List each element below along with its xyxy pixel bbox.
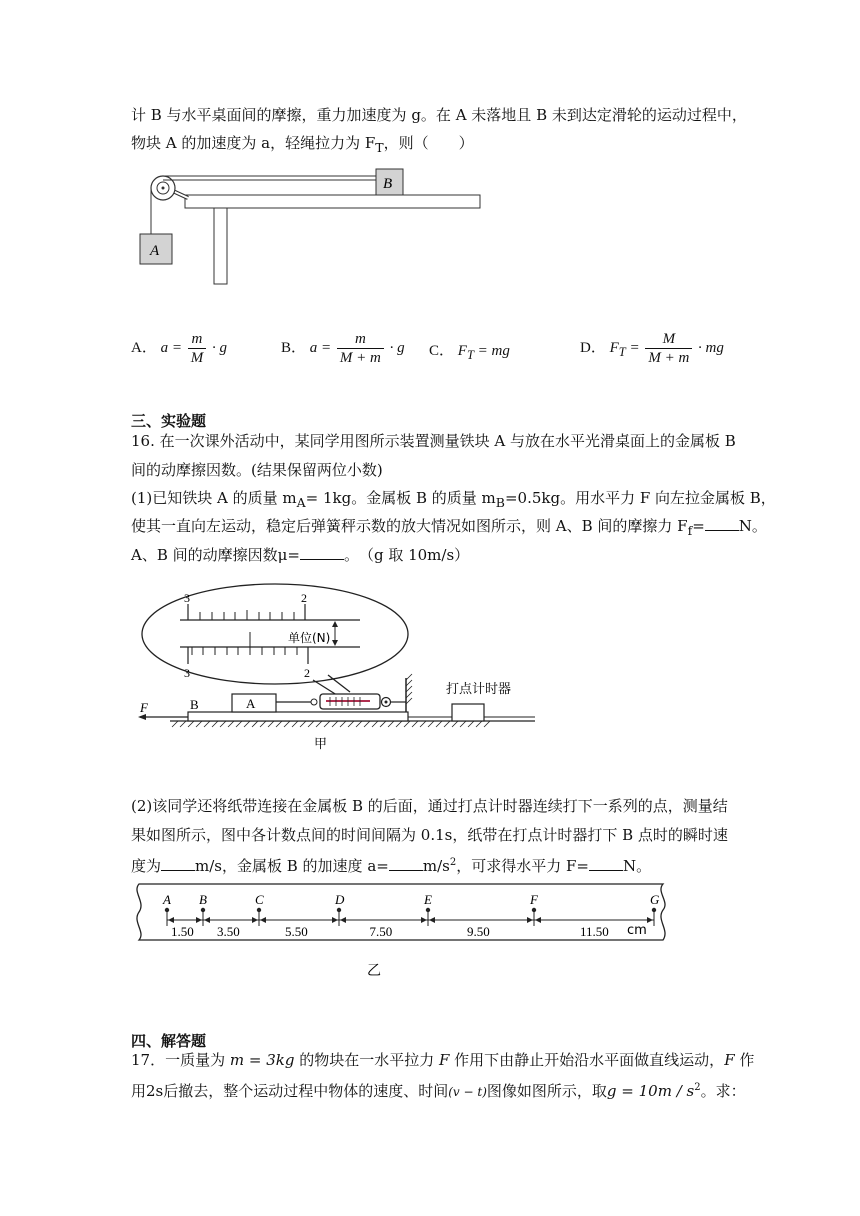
q16-l4-b: = bbox=[692, 517, 705, 535]
table-leg bbox=[214, 208, 227, 284]
q16-l5-a: A、B 间的动摩擦因数μ= bbox=[131, 546, 300, 564]
tape-label-G: G bbox=[650, 892, 660, 907]
tape-point-F bbox=[532, 908, 536, 912]
paper-tape-figure bbox=[125, 880, 675, 980]
option-a-den: M bbox=[190, 350, 204, 366]
option-d-den: M + m bbox=[648, 350, 690, 366]
q16-line-8 bbox=[131, 852, 651, 877]
option-c-sub: T bbox=[466, 348, 474, 362]
answer-blank-velocity[interactable] bbox=[161, 856, 195, 871]
option-b-den: M + m bbox=[339, 350, 381, 366]
q15-line-2-tail: ，则（ ） bbox=[383, 134, 474, 152]
force-label: F bbox=[140, 700, 148, 715]
q17-l2-a: 用2s后撤去，整个运动过程中物体的速度、时间 bbox=[131, 1082, 449, 1100]
section-3-heading: 三、实验题 bbox=[131, 412, 207, 430]
option-b[interactable] bbox=[281, 330, 405, 367]
q16-l3-subA: A bbox=[296, 495, 306, 510]
option-d-letter: D． bbox=[580, 339, 606, 356]
option-c[interactable] bbox=[429, 339, 510, 363]
answer-blank-mu[interactable] bbox=[300, 545, 344, 560]
tape-label-F: F bbox=[530, 892, 538, 907]
q17-line-1 bbox=[131, 1049, 754, 1071]
q16-l8-sup: 2 bbox=[449, 857, 457, 868]
q17-l2-b: 图像如图所示，取 bbox=[486, 1082, 607, 1100]
q16-line-6: (2)该同学还将纸带连接在金属板 B 的后面，通过打点计时器连续打下一系列的点，测量结 bbox=[131, 797, 728, 815]
option-b-lhs: a = bbox=[309, 339, 332, 356]
dot-timer bbox=[452, 704, 484, 721]
pulley-figure bbox=[130, 160, 490, 290]
option-d[interactable] bbox=[580, 330, 724, 367]
option-c-letter: C． bbox=[429, 343, 455, 359]
option-d-num: M bbox=[645, 330, 692, 349]
q15-line-2 bbox=[131, 132, 474, 159]
tape-label-B: B bbox=[199, 892, 207, 907]
tape-point-E bbox=[426, 908, 430, 912]
q16-l3-c: =0.5kg。用水平力 F 向左拉金属板 B， bbox=[504, 489, 776, 507]
apparatus-figure bbox=[130, 580, 550, 755]
q16-line-5 bbox=[131, 544, 469, 566]
q16-line-2: 间的动摩擦因数。(结果保留两位小数) bbox=[131, 461, 383, 479]
q16-line-3 bbox=[131, 487, 776, 514]
scale-top-left-label: 3 bbox=[184, 591, 190, 605]
q17-l1-m: m = 3kg bbox=[229, 1051, 295, 1069]
tape-point-C bbox=[257, 908, 261, 912]
q17-l2-c: 。求： bbox=[700, 1082, 746, 1100]
option-b-fraction bbox=[337, 330, 384, 367]
option-d-sub: T bbox=[618, 344, 626, 359]
timer-label: 打点计时器 bbox=[446, 682, 512, 697]
q16-l3-subB: B bbox=[495, 495, 505, 510]
option-a-fraction bbox=[188, 330, 207, 367]
tape-point-D bbox=[337, 908, 341, 912]
scale-bottom-right-label: 2 bbox=[304, 666, 310, 680]
q17-l1-d: 作 bbox=[734, 1051, 755, 1069]
option-a-tail: · g bbox=[211, 339, 227, 356]
tape-label-A: A bbox=[163, 892, 171, 907]
tape-point-A bbox=[165, 908, 169, 912]
q16-l4-c: N。 bbox=[738, 517, 767, 535]
iron-block-a-label: A bbox=[246, 696, 256, 711]
q16-l8-c: m/s bbox=[422, 857, 450, 875]
option-b-letter: B． bbox=[281, 339, 307, 356]
q17-l2-g: g = 10m / s bbox=[606, 1082, 695, 1100]
option-d-fraction bbox=[645, 330, 692, 367]
tape-point-B bbox=[201, 908, 205, 912]
q16-l8-d: ，可求得水平力 F= bbox=[456, 857, 589, 875]
figure-caption-yi: 乙 bbox=[367, 963, 381, 979]
tape-distance-2: 5.50 bbox=[285, 924, 308, 939]
q16-l3-b: = 1kg。金属板 B 的质量 m bbox=[305, 489, 496, 507]
option-a[interactable] bbox=[131, 330, 227, 367]
tape-unit: cm bbox=[627, 923, 647, 938]
q16-l5-b: 。 （g 取 10m/s） bbox=[343, 546, 470, 564]
q15-line-2-sub: T bbox=[375, 140, 384, 155]
tape-distance-1: 3.50 bbox=[217, 924, 240, 939]
option-c-rhs: = mg bbox=[473, 343, 510, 359]
table-top bbox=[185, 195, 480, 208]
tape-label-D: D bbox=[335, 892, 345, 907]
q16-l8-b: m/s，金属板 B 的加速度 a= bbox=[195, 857, 389, 875]
option-b-num: m bbox=[337, 330, 384, 349]
section-4-heading: 四、解答题 bbox=[131, 1032, 207, 1050]
tape-label-C: C bbox=[255, 892, 264, 907]
block-a-label: A bbox=[150, 243, 160, 259]
q16-line-1: 16. 在一次课外活动中，某同学用图所示装置测量铁块 A 与放在水平光滑桌面上的金属板 B bbox=[131, 432, 736, 450]
tape-point-G bbox=[652, 908, 656, 912]
q17-l1-F2: F bbox=[724, 1051, 735, 1069]
board-b bbox=[188, 712, 408, 721]
q17-l2-sup: 2 bbox=[694, 1082, 701, 1093]
scale-bottom-left-label: 3 bbox=[184, 666, 190, 680]
q17-l1-a: 17．一质量为 bbox=[131, 1051, 230, 1069]
q16-l4-a: 使其一直向左运动，稳定后弹簧秤示数的放大情况如图所示，则 A、B 间的摩擦力 F bbox=[131, 517, 688, 535]
option-b-tail: · g bbox=[389, 339, 405, 356]
q16-l8-a: 度为 bbox=[131, 857, 162, 875]
q16-l8-e: N。 bbox=[622, 857, 652, 875]
tape-distance-4: 9.50 bbox=[467, 924, 490, 939]
answer-blank-force[interactable] bbox=[589, 856, 623, 871]
q17-l2-vt: (v − t) bbox=[448, 1085, 487, 1099]
option-a-lhs: a = bbox=[160, 339, 182, 356]
q15-line-2-text: 物块 A 的加速度为 a，轻绳拉力为 F bbox=[131, 134, 376, 152]
q16-line-7: 果如图所示，图中各计数点间的时间间隔为 0.1s，纸带在打点计时器打下 B 点时的瞬时速 bbox=[131, 826, 728, 844]
option-d-tail: · mg bbox=[698, 339, 724, 356]
q17-l1-F: F bbox=[438, 1051, 450, 1069]
tape-distance-0: 1.50 bbox=[171, 924, 194, 939]
tape-distance-3: 7.50 bbox=[369, 924, 393, 939]
option-d-eq: = bbox=[625, 339, 640, 356]
q17-l1-c: 作用下由静止开始沿水平面做直线运动， bbox=[449, 1051, 725, 1069]
q16-l3-a: (1)已知铁块 A 的质量 m bbox=[131, 489, 297, 507]
answer-blank-acceleration[interactable] bbox=[389, 856, 423, 871]
answer-blank-friction[interactable] bbox=[705, 516, 739, 531]
magnify-bubble bbox=[142, 584, 408, 684]
figure-caption-jia: 甲 bbox=[314, 737, 328, 752]
option-c-f: F bbox=[457, 343, 467, 359]
option-a-letter: A． bbox=[131, 339, 157, 356]
q16-line-4 bbox=[131, 515, 767, 542]
unit-label: 单位(N) bbox=[288, 631, 331, 645]
option-d-f: F bbox=[609, 339, 619, 356]
block-b-label: B bbox=[383, 176, 393, 192]
tape-label-E: E bbox=[424, 892, 432, 907]
tape-distance-5: 11.50 bbox=[580, 924, 609, 939]
q15-line-1: 计 B 与水平桌面间的摩擦，重力加速度为 g。在 A 未落地且 B 未到达定滑轮的运动过程中， bbox=[131, 106, 747, 124]
q16-l4-sub: f bbox=[687, 523, 693, 538]
q17-line-2 bbox=[131, 1077, 746, 1103]
option-a-num: m bbox=[188, 330, 207, 349]
board-b-label: B bbox=[190, 697, 199, 712]
q17-l1-b: 的物块在一水平拉力 bbox=[294, 1051, 439, 1069]
scale-top-right-label: 2 bbox=[301, 591, 307, 605]
